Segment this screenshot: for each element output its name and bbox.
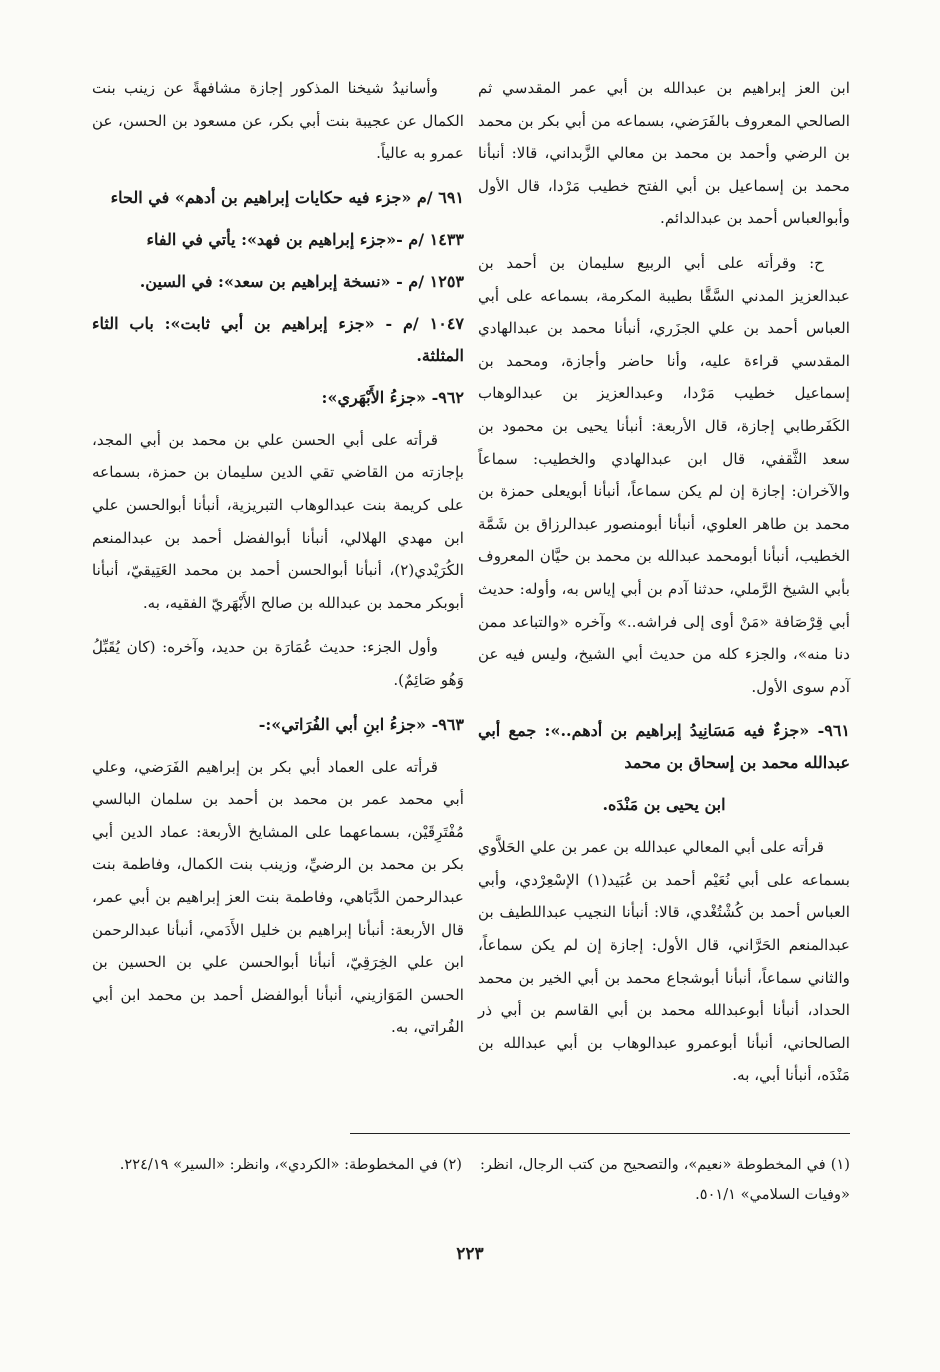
paragraph-isnad-sulayman: ح: وقرأته على أبي الربيع سليمان بن أحمد بن عبدالعزيز المدني السَّقَّا بطيبة المكرمة، بسماعه على أبي العباس أحمد بن علي الجزَري، أنبأنا محمد بن عبدالهادي المقدسي قراءة عليه، وأنا حاضر وأجازة، ومحمد بن إسماعيل خطيب مَرْدا، وعبدالعزيز بن عبدالوهاب الكَفَرطابي إجازة، قال الأربعة: أنبأنا يحيى بن محمود بن سعد الثَّقفي، قال ابن عبدالهادي والخطيب: سماعاً والآخران: إجازة إن لم يكن سماعاً، أنبأنا أبويعلى حمزة بن محمد بن طاهر العلوي، أنبأنا أبومنصور عبدالرزاق بن شَمَّة الخطيب، أنبأنا أبومحمد عبدالله بن محمد بن حيَّان المعروف بأبي الشيخ الرَّملي، حدثنا آدم بن أبي إياس به، وأوله: حديث أبي قِرْصَافة «مَنْ أوى إلى فراشه..» وآخره «والتباعد ممن دنا منه»، والجزء كله من حديث أبي الشيخ، وليس فيه عن آدم سوى الأول. xyxy=(478,253,850,696)
left-column xyxy=(92,72,464,1056)
entry-heading-691: ٦٩١ /م «جزء فيه حكايات إبراهيم بن أدهم» في الحاء xyxy=(110,187,464,207)
right-column xyxy=(478,72,850,1104)
paragraph-isnad-963: قرأته على العماد أبي بكر بن إبراهيم الفَرَضي، وعلي أبي محمد عمر بن محمد بن أحمد بن سلمان البالسي مُفْتَرِقَيْن، بسماعهما على المشايخ الأربعة: عماد الدين أبي بكر بن محمد بن الرضيِّ، وزينب بنت الكمال، وفاطمة بنت عبدالرحمن الدَّبَاهي، وفاطمة بنت العز إبراهيم بن أبي عمر، قال الأربعة: أنبأنا إبراهيم بن خليل الأَدَمي، أنبأنا عبدالرحمن ابن علي الخِرَقِيّ، أنبأنا أبوالحسن علي بن الحسين بن الحسن المَوَازيني، أنبأنا أبوالفضل أحمد بن محمد ابن أبي الفُراتي، به. xyxy=(92,757,464,1037)
paragraph-first-last-hadith: وأول الجزء: حديث عُمَارَة بن حديد، وآخره: (كان يُقَبِّلُ وَهُو صَائِمٌ). xyxy=(92,638,464,689)
entry-heading-962: ٩٦٢- «جزءُ الأَبْهَري»: xyxy=(321,387,464,407)
footnote-2: (٢) في المخطوطة: «الكردي»، وانظر: «السير» ٢٢٤/١٩. xyxy=(119,1156,462,1173)
footnote-divider xyxy=(350,1133,850,1134)
footnote-1: (١) في المخطوطة «نعيم»، والتصحيح من كتب الرجال، انظر: «وفيات السلامي» ٥٠١/١. xyxy=(480,1156,850,1203)
page-number: ٢٢٣ xyxy=(456,1244,484,1264)
entry-heading-1433: ١٤٣٣ /م -«جزء إبراهيم بن فهد»: يأتي في الفاء xyxy=(146,229,464,249)
paragraph-isnad-ibn-alizz: ابن العز إبراهيم بن عبدالله بن أبي عمر المقدسي ثم الصالحي المعروف بالفَرَضي، بسماعه من أبي بكر بن محمد بن الرضي وأحمد بن محمد بن معالي الزَّبداني، قالا: أنبأنا محمد بن إسماعيل بن أبي الفتح خطيب مَرْدا، قال الأول وأبوالعباس أحمد بن عبدالدائم. xyxy=(478,79,850,228)
paragraph-asanid-shaykh: وأسانيدُ شيخنا المذكور إجازة مشافهةً عن زينب بنت الكمال عن عجيبة بنت أبي بكر، عن مسعود بن الحسن، عن عمرو به عالياً. xyxy=(92,79,464,163)
paragraph-isnad-962: قرأته على أبي الحسن علي بن محمد بن أبي المجد، بإجازته من القاضي تقي الدين سليمان بن حمزة، بسماعه على كريمة بنت عبدالوهاب التبريزية، أنبأنا أبوالحسن علي ابن مهدي الهلالي، أنبأنا أبوالفضل أحمد بن عبدالمنعم الكُرَيْدي(٢)، أنبأنا أبوالحسن أحمد بن محمد العَتِيقيّ، أنبأنا أبوبكر محمد بن عبدالله بن صالح الأَبْهَريّ الفقيه، به. xyxy=(92,430,464,612)
paragraph-isnad-961: قرأته على أبي المعالي عبدالله بن عمر بن علي الحَلاَّوي بسماعه على أبي نُعَيْم أحمد بن عُبَيد(١) الإسْعِرْدي، وأبي العباس أحمد بن كُشْتُغْدي، قالا: أنبأنا النجيب عبداللطيف بن عبدالمنعم الحَرَّاني، قال الأول: إجازة إن لم يكن سماعاً، والثاني سماعاً، أنبأنا أبوشجاع محمد بن أبي الخير بن محمد الحداد، أنبأنا أبوعبدالله محمد بن أبي القاسم بن أبي ذر الصالحاني، أنبأنا أبوعمرو عبدالوهاب بن أبي عبدالله بن مَنْدَه، أنبأنا أبي، به. xyxy=(478,838,850,1085)
entry-heading-963: ٩٦٣- «جزءُ ابنِ أبي الفُرَاتي»:- xyxy=(258,714,464,734)
entry-heading-1047: ١٠٤٧ /م - «جزء إبراهيم بن أبي ثابت»: باب الثاء المثلثة. xyxy=(92,313,464,365)
entry-heading-961: ٩٦١- «جزءٌ فيه مَسَانِيدُ إبراهيم بن أدهم..»: جمع أبي عبدالله محمد بن إسحاق بن محمد xyxy=(478,721,850,773)
entry-heading-961-continued: ابن يحيى بن مَنْدَه. xyxy=(602,795,726,815)
entry-heading-1253: ١٢٥٣ /م - «نسخة إبراهيم بن سعد»: في السين. xyxy=(139,271,464,291)
